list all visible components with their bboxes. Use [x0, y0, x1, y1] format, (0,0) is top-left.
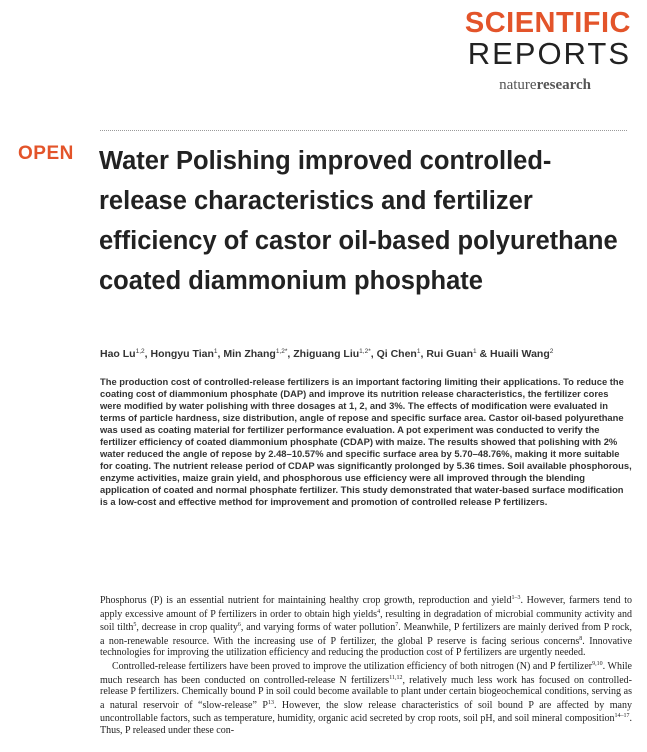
body-paragraph-2: Controlled-release fertilizers have been proved to improve the utilization efficiency of both nitrogen (N) and P fertilizer$^{9,10}$. While much research has been conducted on controlled-release N fertilizers$^{11,12}$, relatively much less work has focused on controlled-release P fertilizers. Chemically bound P in soil could become available to plant under certain biogeochemical conditions, serving as a natural reservoir of “slow-release” $P^{13}$. However, the slow release characteristics of soil bound P are affected by many uncontrollable factors, such as temperature, humidity, organic acid secreted by crop roots, soil pH, and soil mineral composition$^{14-17}$. Thus, P released under these con- — [100, 660, 632, 736]
author-list: Hao Lu$^{1,2}$, Hongyu Tian$^1$, Min Zhang$^{1,2*}$, Zhiguang Liu$^{1,2*}$, Qi Chen$^1$, Rui Guan$^1$ & Huaili Wang$^2$ — [100, 348, 554, 360]
journal-name-line1: SCIENTIFIC — [464, 7, 631, 39]
journal-name-line2: REPORTS — [467, 36, 631, 71]
citation-ref[interactable]: 6 — [237, 622, 241, 629]
author-name: Hao Lu — [100, 348, 136, 360]
author-affiliation: 1 — [416, 348, 421, 355]
author-name: Min Zhang — [223, 348, 276, 360]
citation-ref[interactable]: 1–3 — [511, 595, 521, 601]
author-name: Huaili Wang — [490, 348, 550, 360]
author-name: Zhiguang Liu — [293, 348, 360, 360]
author-affiliation: 1 — [213, 348, 218, 355]
article-title: Water Polishing improved controlled-release characteristics and fertilizer efficiency of castor oil-based polyurethane coated diammonium phosphate — [99, 147, 618, 295]
author-name: Rui Guan — [426, 348, 473, 360]
author-affiliation: 1,2 — [135, 348, 145, 355]
citation-ref[interactable]: 13 — [267, 699, 274, 706]
publisher-name: natureresearch — [499, 77, 591, 93]
author-affiliation: 1 — [473, 348, 477, 355]
citation-ref[interactable]: 11,12 — [389, 674, 403, 681]
citation-ref[interactable]: 7 — [395, 622, 399, 629]
citation-ref[interactable]: 9,10 — [592, 660, 603, 667]
header-divider — [100, 130, 627, 131]
abstract: The production cost of controlled-release fertilizers is an important factoring limiting their applications. To reduce the coating cost of diammonium phosphate (DAP) and improve its nutrition release characteristics, the fertilizer cores were modified by water polishing with three dosages at 1, 2, and 3%. The effects of modification were evaluated in terms of particle hardness, size distribution, angle of repose and specific surface area. Castor oil-based polyurethane was used as coating material for fertilizer performance evaluation. A pot experiment was conducted to verify the fertilizer efficiency of coated diammonium phosphate (CDAP) with maize. The results showed that polishing with 2% water reduced the angle of repose by 2.48–10.57% and specific surface area by 5.70–48.76%, making it more suitable for coating. The nutrient release period of CDAP was significantly prolonged by 5.36 times. Soil available phosphorous, enzyme activities, maize grain yield, and phosphorous use efficiency were all improved through the blending application of coated and normal phosphate fertilizer. This study demonstrated that water-based surface modification is a low-cost and effective method for improvement and promotion of controlled release P fertilizers. — [100, 376, 632, 508]
citation-ref[interactable]: 8 — [579, 635, 583, 642]
author-name: Qi Chen — [376, 348, 417, 360]
author-name: Hongyu Tian — [150, 348, 214, 360]
article-body — [100, 593, 632, 737]
author-affiliation: 1,2* — [359, 348, 371, 355]
citation-ref[interactable]: 4 — [377, 608, 381, 615]
citation-ref[interactable]: 14–17 — [614, 713, 630, 720]
journal-logo — [465, 8, 631, 94]
open-access-badge: OPEN — [18, 143, 74, 164]
body-paragraph-1: Phosphorus (P) is an essential nutrient for maintaining healthy crop growth, reproduction and yield$^{1-3}$. However, farmers tend to apply excessive amount of P fertilizers in order to obtain high yields$^4$, resulting in degradation of microbial community activity and soil tilth$^5$, decrease in crop quality$^6$, and varying forms of water pollution$^7$. Meanwhile, P fertilizers are mainly derived from P rock, a non-renewable resource. With the increasing use of P fertilizer, the global P reserve is facing serious concerns$^8$. Innovative technologies for improving the utilization efficiency and reducing the production cost of P fertilizers are urgently needed. — [100, 595, 633, 659]
author-affiliation: 1,2* — [275, 348, 288, 355]
author-affiliation: 2 — [549, 348, 554, 355]
citation-ref[interactable]: 5 — [133, 622, 137, 629]
